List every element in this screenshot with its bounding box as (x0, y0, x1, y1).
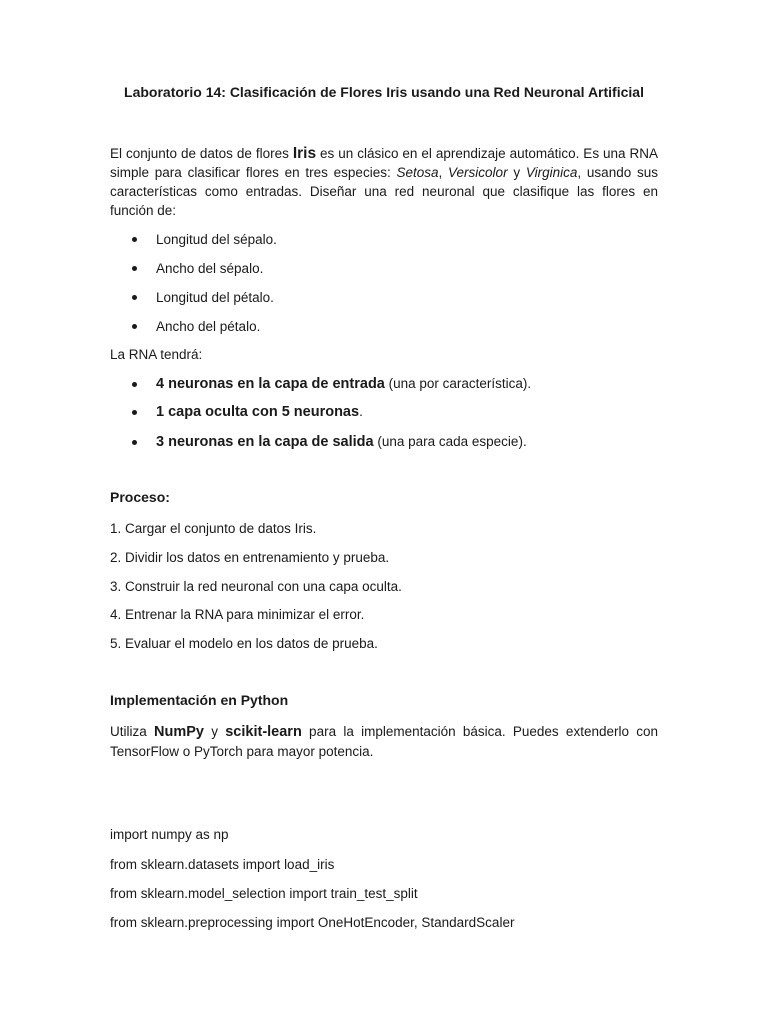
bullet-icon (132, 382, 137, 387)
intro-text-2: es un clásico en el aprendizaje automático. Es una RNA simple para clasificar flores en tres especies: (110, 146, 658, 180)
feature-label: Ancho del sépalo. (156, 261, 264, 276)
code-line: from sklearn.preprocessing import OneHotEncoder, StandardScaler (110, 915, 515, 930)
bullet-icon (132, 324, 137, 329)
code-line: from sklearn.model_selection import train_test_split (110, 886, 418, 901)
rna-item-bold: 1 capa oculta con 5 neuronas (156, 404, 360, 420)
impl-text-3: para la implementación básica. Puedes extenderlo con TensorFlow o PyTorch para mayor potencia. (110, 724, 658, 759)
implementation-heading: Implementación en Python (110, 692, 289, 708)
rna-item-text (156, 432, 527, 452)
iris-keyword: Iris (292, 145, 317, 162)
numpy-keyword: NumPy (154, 724, 204, 740)
intro-text-3: , usando sus características como entradas. Diseñar una red neuronal que clasifique las flores en función de: (110, 165, 658, 218)
rna-item-rest: (una por característica). (384, 376, 532, 391)
feature-label: Longitud del pétalo. (156, 290, 274, 305)
rna-item-bold: 4 neuronas en la capa de entrada (156, 376, 385, 392)
process-heading: Proceso: (110, 489, 170, 505)
code-line: import numpy as np (110, 827, 229, 842)
bullet-icon (132, 410, 137, 415)
process-step: 5. Evaluar el modelo en los datos de prueba. (110, 636, 378, 651)
impl-text-2: y (203, 724, 226, 739)
code-line: from sklearn.datasets import load_iris (110, 857, 335, 872)
process-step: 2. Dividir los datos en entrenamiento y prueba. (110, 550, 390, 565)
rna-item-text (156, 402, 363, 422)
impl-text-1: Utiliza (110, 724, 155, 739)
process-step: 3. Construir la red neuronal con una capa oculta. (110, 579, 402, 594)
intro-sep-2: y (507, 165, 526, 180)
rna-item-bold: 3 neuronas en la capa de salida (156, 434, 374, 450)
process-step: 4. Entrenar la RNA para minimizar el error. (110, 607, 365, 622)
bullet-icon (132, 266, 137, 271)
document-title: Laboratorio 14: Clasificación de Flores Iris usando una Red Neuronal Artificial (124, 84, 644, 100)
implementation-paragraph (110, 722, 658, 761)
bullet-icon (132, 295, 137, 300)
species-virginica: Virginica (525, 165, 578, 180)
species-versicolor: Versicolor (448, 165, 508, 180)
rna-label: La RNA tendrá: (110, 347, 203, 362)
intro-paragraph (110, 144, 658, 220)
intro-text-1: El conjunto de datos de flores (110, 146, 293, 161)
rna-item-text (156, 374, 531, 394)
rna-item-rest: . (359, 404, 363, 419)
species-setosa: Setosa (396, 165, 439, 180)
intro-sep-1: , (438, 165, 449, 180)
feature-label: Ancho del pétalo. (156, 319, 261, 334)
rna-item-rest: (una para cada especie). (373, 434, 527, 449)
bullet-icon (132, 440, 137, 445)
bullet-icon (132, 237, 137, 242)
process-step: 1. Cargar el conjunto de datos Iris. (110, 521, 317, 536)
sklearn-keyword: scikit-learn (225, 724, 302, 740)
feature-label: Longitud del sépalo. (156, 232, 277, 247)
